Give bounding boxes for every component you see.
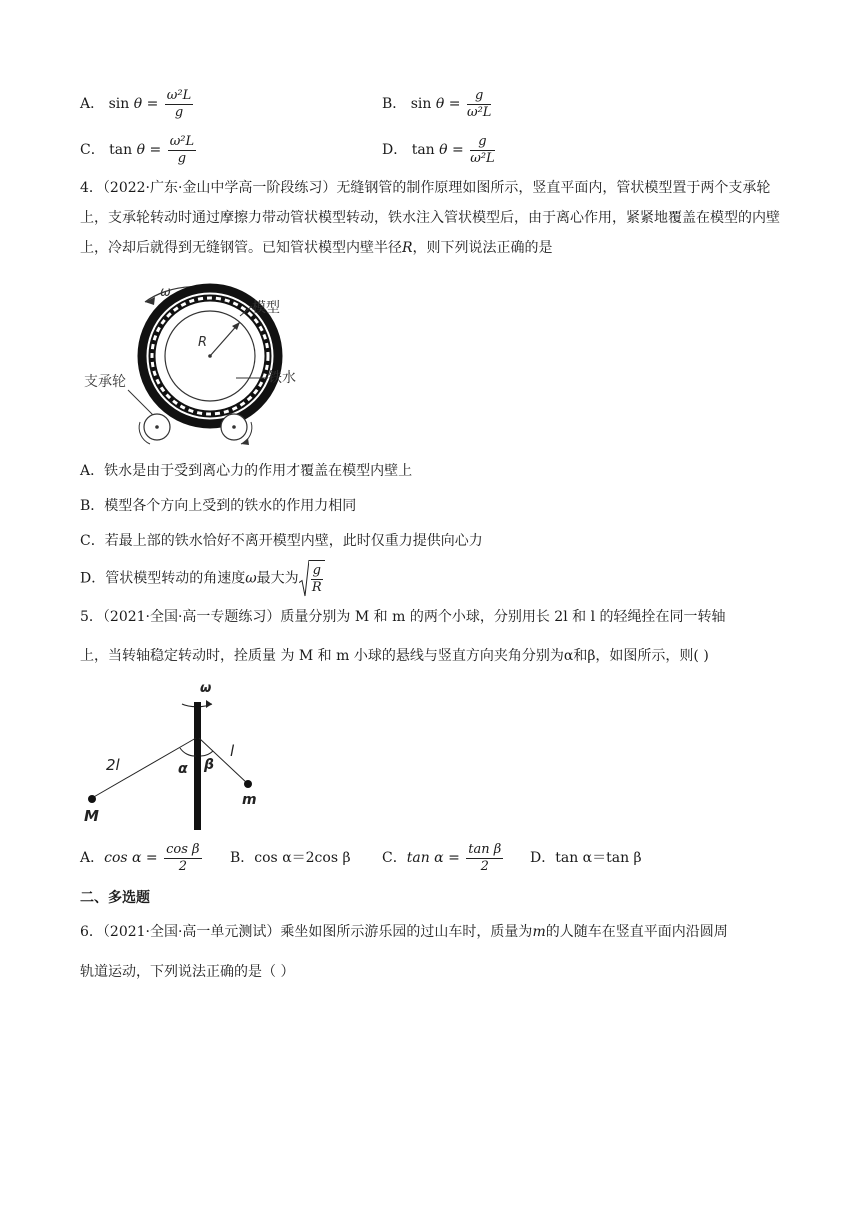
q3-option-d: D． tan θ = $\frac{g}{\text{ω²L}}$	[382, 133, 495, 166]
q5-rotating-axis-figure	[80, 678, 280, 838]
q4-option-a: A．铁水是由于受到离心力的作用才覆盖在模型内壁上	[80, 463, 413, 479]
q5-stem-line1: 5．（2021·全国·高一专题练习）质量分别为 M 和 m 的两个小球，分别用长 2l 和 l 的轻绳拴在同一转轴	[80, 609, 726, 625]
q5-option-a: A．cos α = $\frac{\text{cos β}}{2}$	[80, 841, 200, 874]
q3-option-a: A． sin θ = $\frac{\text{ω²L}}{g}$	[80, 87, 192, 120]
q4-fig-omega-label: ω	[160, 285, 171, 300]
q6-stem-line1: 6．（2021·全国·高一单元测试）乘坐如图所示游乐园的过山车时，质量为m的人随车在竖直平面内沿圆周	[80, 924, 728, 940]
q4-option-c: C．若最上部的铁水恰好不离开模型内壁，此时仅重力提供向心力	[80, 533, 483, 549]
q5-option-c-fraction: $\frac{\text{tan β}}{2}$	[468, 841, 502, 874]
q6-stem-line2: 轨道运动，下列说法正确的是（ ）	[80, 964, 295, 980]
q5-fig-2l-label: 2l	[106, 756, 120, 774]
q4-option-d-sqrt: $\frac{g}{R}$	[299, 560, 325, 597]
q3-option-b-fraction: $\frac{g}{\text{ω²L}}$	[466, 87, 492, 120]
q4-seamless-pipe-figure	[80, 280, 300, 450]
q5-option-c: C．tan α = $\frac{\text{tan β}}{2}$	[382, 841, 502, 874]
q5-fig-m-label: m	[242, 792, 257, 808]
q4-stem: 4．（2022·广东·金山中学高一阶段练习）无缝钢管的制作原理如图所示，竖直平面内，管状模型置于两个支承轮上，支承轮转动时通过摩擦力带动管状模型转动，铁水注入管状模型后，由于离心作用，紧紧地覆盖在模型的内壁上，冷却后就得到无缝钢管。已知管状模型内壁半径R，则下列说法正确的是	[80, 180, 780, 256]
q4-option-b: B．模型各个方向上受到的铁水的作用力相同	[80, 498, 357, 514]
q5-fig-l-label: l	[230, 742, 235, 760]
q4-fig-model-label: 模型	[252, 300, 280, 316]
q3-option-b: B． sin θ = $\frac{g}{\text{ω²L}}$	[382, 87, 492, 120]
q3-option-d-fraction: $\frac{g}{\text{ω²L}}$	[470, 133, 495, 166]
q5-option-d: D．tan α＝tan β	[530, 850, 642, 866]
section-title-multiple-choice: 二、多选题	[80, 890, 150, 906]
q3-option-c: C． tan θ = $\frac{\text{ω²L}}{g}$	[80, 133, 195, 166]
q4-fig-radius-label: R	[198, 335, 208, 350]
q4-fig-iron-label: 铁水	[268, 370, 296, 386]
q5-fig-omega-label: ω	[200, 681, 212, 696]
q5-fig-beta-label: β	[204, 757, 215, 773]
q5-option-b: B．cos α＝2cos β	[230, 850, 351, 866]
q5-option-a-fraction: $\frac{\text{cos β}}{2}$	[166, 841, 200, 874]
q5-fig-alpha-label: α	[178, 761, 188, 777]
q3-option-c-fraction: $\frac{\text{ω²L}}{g}$	[169, 133, 195, 166]
q4-option-d: D．管状模型转动的角速度ω最大为 $\frac{g}{R}$	[80, 560, 325, 597]
q5-fig-M-label: M	[84, 807, 99, 825]
q5-stem-line2: 上，当转轴稳定转动时，拴质量 为 M 和 m 小球的悬线与竖直方向夹角分别为α和β，如图所示，则( )	[80, 648, 709, 664]
q3-option-a-fraction: $\frac{\text{ω²L}}{g}$	[166, 87, 192, 120]
q4-fig-wheel-label: 支承轮	[84, 374, 126, 390]
